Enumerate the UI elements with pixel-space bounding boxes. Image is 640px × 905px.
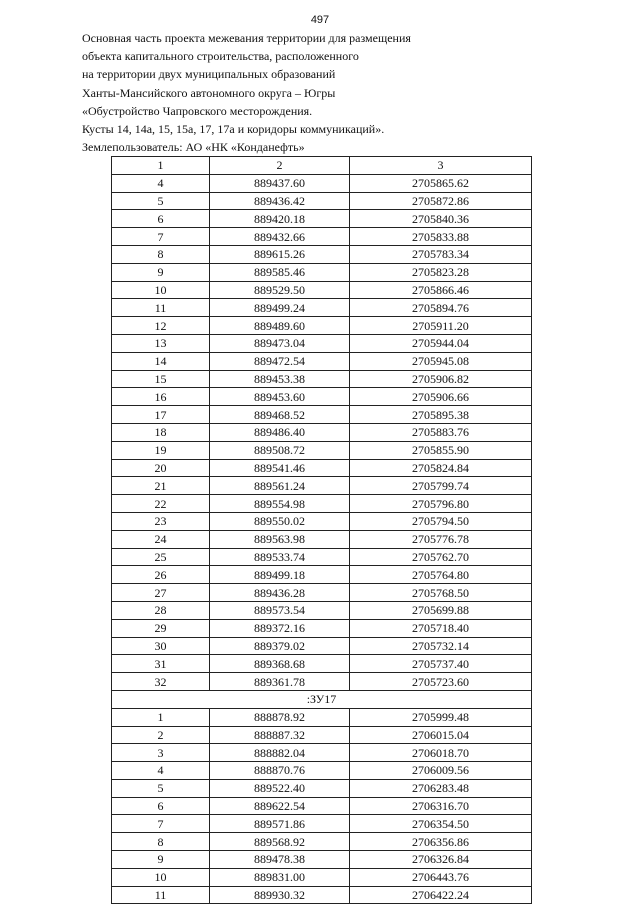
x-coordinate-cell: 888887.32: [210, 726, 350, 744]
point-number-cell: 1: [112, 708, 210, 726]
table-row: [112, 459, 532, 477]
table-row: [112, 868, 532, 886]
x-coordinate-cell: 889615.26: [210, 245, 350, 263]
header-line: «Обустройство Чапровского месторождения.: [82, 103, 313, 118]
point-number-cell: 6: [112, 797, 210, 815]
point-number-cell: 20: [112, 459, 210, 477]
x-coordinate-cell: 888878.92: [210, 708, 350, 726]
table-row: [112, 370, 532, 388]
y-coordinate-cell: 2705796.80: [350, 495, 532, 513]
coordinates-table-body: [112, 157, 532, 904]
table-row: [112, 762, 532, 780]
point-number-cell: 22: [112, 495, 210, 513]
point-number-cell: 4: [112, 174, 210, 192]
x-coordinate-cell: 889585.46: [210, 263, 350, 281]
x-coordinate-cell: 889432.66: [210, 228, 350, 246]
table-row: [112, 708, 532, 726]
table-row: [112, 601, 532, 619]
table-row: [112, 530, 532, 548]
table-row: [112, 512, 532, 530]
y-coordinate-cell: 2706422.24: [350, 886, 532, 904]
section-row: [112, 690, 532, 708]
y-coordinate-cell: 2705699.88: [350, 601, 532, 619]
point-number-cell: 14: [112, 352, 210, 370]
point-number-cell: 9: [112, 263, 210, 281]
table-row: [112, 655, 532, 673]
y-coordinate-cell: 2706018.70: [350, 744, 532, 762]
column-header: 3: [350, 157, 532, 175]
table-row: [112, 797, 532, 815]
table-row: [112, 334, 532, 352]
x-coordinate-cell: 889437.60: [210, 174, 350, 192]
y-coordinate-cell: 2705911.20: [350, 317, 532, 335]
x-coordinate-cell: 889499.24: [210, 299, 350, 317]
table-row: [112, 245, 532, 263]
x-coordinate-cell: 889550.02: [210, 512, 350, 530]
point-number-cell: 10: [112, 868, 210, 886]
y-coordinate-cell: 2706009.56: [350, 762, 532, 780]
table-row: [112, 228, 532, 246]
point-number-cell: 11: [112, 886, 210, 904]
y-coordinate-cell: 2705999.48: [350, 708, 532, 726]
table-row: [112, 637, 532, 655]
y-coordinate-cell: 2705776.78: [350, 530, 532, 548]
header-line: объекта капитального строительства, расположенного: [82, 49, 359, 64]
section-label: :ЗУ17: [112, 690, 532, 708]
table-row: [112, 210, 532, 228]
coordinates-table: [111, 156, 532, 904]
table-row: [112, 174, 532, 192]
y-coordinate-cell: 2705944.04: [350, 334, 532, 352]
y-coordinate-cell: 2706354.50: [350, 815, 532, 833]
x-coordinate-cell: 889486.40: [210, 423, 350, 441]
x-coordinate-cell: 889379.02: [210, 637, 350, 655]
y-coordinate-cell: 2705799.74: [350, 477, 532, 495]
table-row: [112, 281, 532, 299]
table-row: [112, 726, 532, 744]
y-coordinate-cell: 2705824.84: [350, 459, 532, 477]
point-number-cell: 11: [112, 299, 210, 317]
y-coordinate-cell: 2705718.40: [350, 619, 532, 637]
x-coordinate-cell: 889453.60: [210, 388, 350, 406]
table-row: [112, 299, 532, 317]
x-coordinate-cell: 889499.18: [210, 566, 350, 584]
header-line: Кусты 14, 14а, 15, 15а, 17, 17а и коридоры коммуникаций».: [82, 122, 385, 137]
y-coordinate-cell: 2706015.04: [350, 726, 532, 744]
table-row: [112, 584, 532, 602]
table-row: [112, 406, 532, 424]
x-coordinate-cell: 889522.40: [210, 779, 350, 797]
x-coordinate-cell: 888882.04: [210, 744, 350, 762]
table-row: [112, 495, 532, 513]
table-row: [112, 744, 532, 762]
x-coordinate-cell: 889420.18: [210, 210, 350, 228]
x-coordinate-cell: 889622.54: [210, 797, 350, 815]
table-row: [112, 619, 532, 637]
table-row: [112, 886, 532, 904]
point-number-cell: 17: [112, 406, 210, 424]
x-coordinate-cell: 889831.00: [210, 868, 350, 886]
y-coordinate-cell: 2705906.66: [350, 388, 532, 406]
y-coordinate-cell: 2705895.38: [350, 406, 532, 424]
x-coordinate-cell: 889563.98: [210, 530, 350, 548]
point-number-cell: 3: [112, 744, 210, 762]
x-coordinate-cell: 889472.54: [210, 352, 350, 370]
point-number-cell: 2: [112, 726, 210, 744]
x-coordinate-cell: 889930.32: [210, 886, 350, 904]
point-number-cell: 5: [112, 192, 210, 210]
y-coordinate-cell: 2705737.40: [350, 655, 532, 673]
point-number-cell: 10: [112, 281, 210, 299]
page-number: 497: [310, 14, 330, 26]
x-coordinate-cell: 889368.68: [210, 655, 350, 673]
table-row: [112, 352, 532, 370]
document-header: [82, 29, 582, 156]
table-row: [112, 779, 532, 797]
point-number-cell: 8: [112, 245, 210, 263]
y-coordinate-cell: 2705906.82: [350, 370, 532, 388]
table-row: [112, 851, 532, 869]
y-coordinate-cell: 2705833.88: [350, 228, 532, 246]
table-row: [112, 815, 532, 833]
x-coordinate-cell: 889468.52: [210, 406, 350, 424]
table-row: [112, 192, 532, 210]
header-line: Землепользователь: АО «НК «Конданефть»: [82, 140, 305, 155]
table-row: [112, 388, 532, 406]
x-coordinate-cell: 889529.50: [210, 281, 350, 299]
x-coordinate-cell: 889508.72: [210, 441, 350, 459]
y-coordinate-cell: 2705723.60: [350, 673, 532, 691]
point-number-cell: 27: [112, 584, 210, 602]
x-coordinate-cell: 889436.42: [210, 192, 350, 210]
point-number-cell: 31: [112, 655, 210, 673]
point-number-cell: 24: [112, 530, 210, 548]
point-number-cell: 7: [112, 228, 210, 246]
point-number-cell: 21: [112, 477, 210, 495]
table-row: [112, 441, 532, 459]
table-row: [112, 833, 532, 851]
point-number-cell: 29: [112, 619, 210, 637]
x-coordinate-cell: 889541.46: [210, 459, 350, 477]
y-coordinate-cell: 2705764.80: [350, 566, 532, 584]
point-number-cell: 9: [112, 851, 210, 869]
column-header: 1: [112, 157, 210, 175]
x-coordinate-cell: 889554.98: [210, 495, 350, 513]
y-coordinate-cell: 2706316.70: [350, 797, 532, 815]
x-coordinate-cell: 889372.16: [210, 619, 350, 637]
header-line: на территории двух муниципальных образований: [82, 67, 336, 82]
point-number-cell: 30: [112, 637, 210, 655]
y-coordinate-cell: 2705865.62: [350, 174, 532, 192]
y-coordinate-cell: 2705894.76: [350, 299, 532, 317]
x-coordinate-cell: 888870.76: [210, 762, 350, 780]
x-coordinate-cell: 889473.04: [210, 334, 350, 352]
point-number-cell: 16: [112, 388, 210, 406]
y-coordinate-cell: 2706443.76: [350, 868, 532, 886]
x-coordinate-cell: 889489.60: [210, 317, 350, 335]
x-coordinate-cell: 889533.74: [210, 548, 350, 566]
table-row: [112, 263, 532, 281]
point-number-cell: 8: [112, 833, 210, 851]
table-row: [112, 566, 532, 584]
point-number-cell: 6: [112, 210, 210, 228]
y-coordinate-cell: 2705732.14: [350, 637, 532, 655]
header-line: Ханты-Мансийского автономного округа – Югры: [82, 85, 336, 100]
point-number-cell: 26: [112, 566, 210, 584]
point-number-cell: 23: [112, 512, 210, 530]
point-number-cell: 13: [112, 334, 210, 352]
point-number-cell: 28: [112, 601, 210, 619]
table-row: [112, 477, 532, 495]
y-coordinate-cell: 2705823.28: [350, 263, 532, 281]
table-row: [112, 423, 532, 441]
table-header-row: [112, 157, 532, 175]
table-row: [112, 673, 532, 691]
x-coordinate-cell: 889478.38: [210, 851, 350, 869]
point-number-cell: 25: [112, 548, 210, 566]
table-row: [112, 317, 532, 335]
y-coordinate-cell: 2705883.76: [350, 423, 532, 441]
y-coordinate-cell: 2705945.08: [350, 352, 532, 370]
table-row: [112, 548, 532, 566]
column-header: 2: [210, 157, 350, 175]
y-coordinate-cell: 2705872.86: [350, 192, 532, 210]
y-coordinate-cell: 2706356.86: [350, 833, 532, 851]
x-coordinate-cell: 889561.24: [210, 477, 350, 495]
y-coordinate-cell: 2705855.90: [350, 441, 532, 459]
x-coordinate-cell: 889573.54: [210, 601, 350, 619]
point-number-cell: 5: [112, 779, 210, 797]
point-number-cell: 18: [112, 423, 210, 441]
x-coordinate-cell: 889571.86: [210, 815, 350, 833]
point-number-cell: 19: [112, 441, 210, 459]
header-line: Основная часть проекта межевания территории для размещения: [82, 31, 411, 45]
y-coordinate-cell: 2705840.36: [350, 210, 532, 228]
point-number-cell: 7: [112, 815, 210, 833]
x-coordinate-cell: 889568.92: [210, 833, 350, 851]
point-number-cell: 15: [112, 370, 210, 388]
y-coordinate-cell: 2705794.50: [350, 512, 532, 530]
x-coordinate-cell: 889453.38: [210, 370, 350, 388]
y-coordinate-cell: 2706326.84: [350, 851, 532, 869]
y-coordinate-cell: 2705762.70: [350, 548, 532, 566]
y-coordinate-cell: 2705768.50: [350, 584, 532, 602]
point-number-cell: 12: [112, 317, 210, 335]
point-number-cell: 4: [112, 762, 210, 780]
point-number-cell: 32: [112, 673, 210, 691]
x-coordinate-cell: 889361.78: [210, 673, 350, 691]
x-coordinate-cell: 889436.28: [210, 584, 350, 602]
y-coordinate-cell: 2705866.46: [350, 281, 532, 299]
y-coordinate-cell: 2706283.48: [350, 779, 532, 797]
y-coordinate-cell: 2705783.34: [350, 245, 532, 263]
